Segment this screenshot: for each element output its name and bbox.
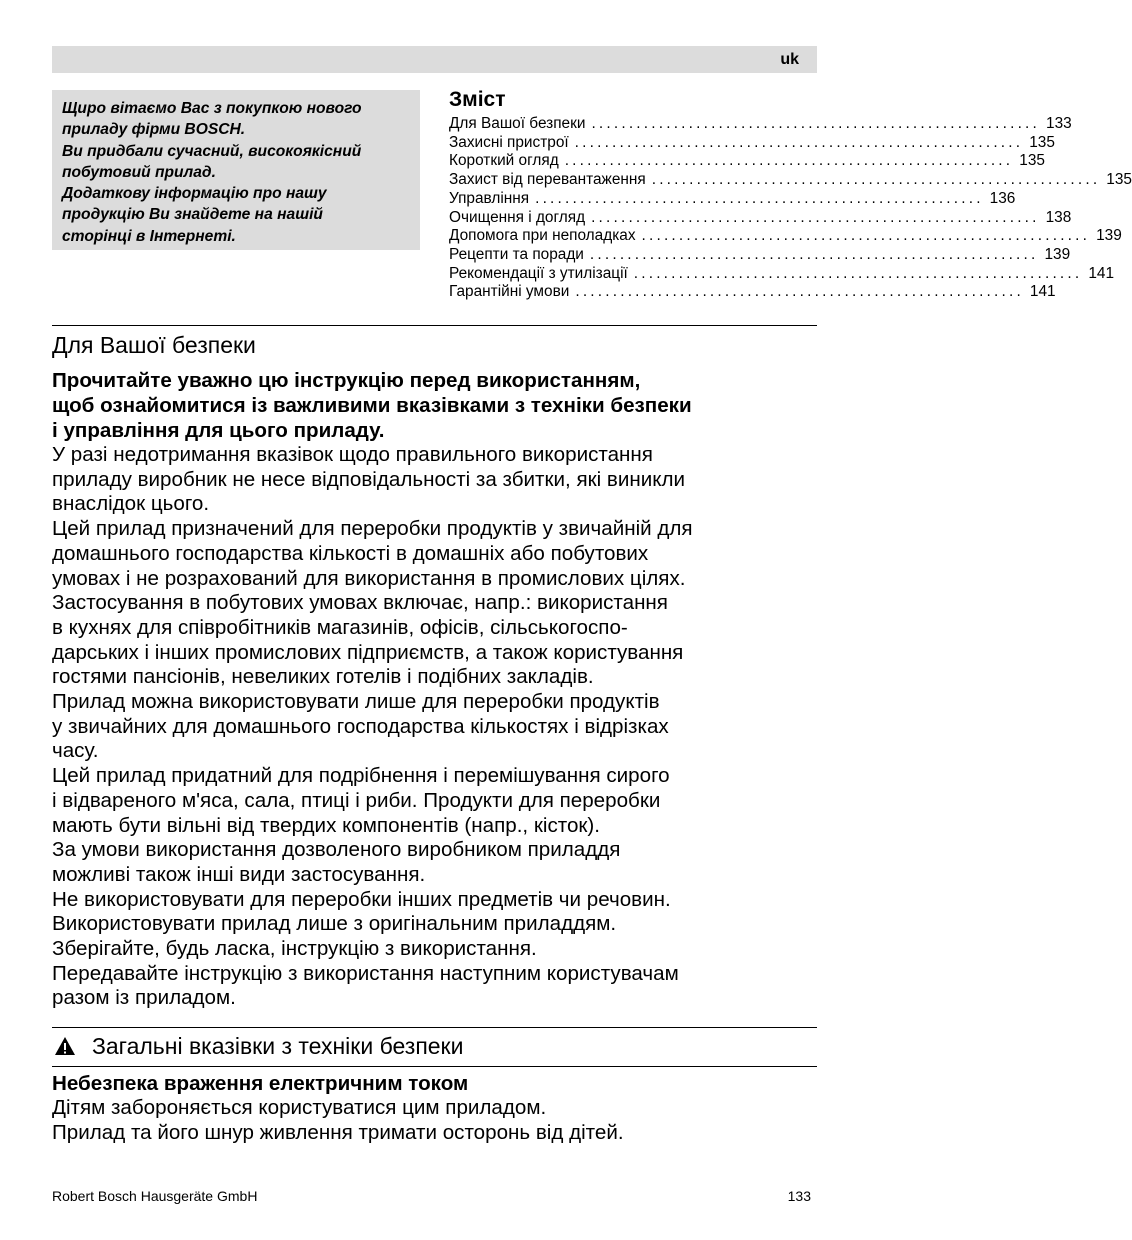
toc-leader-dots: ............................................................ bbox=[535, 189, 984, 207]
body-line: Цей прилад призначений для переробки продуктів у звичайній для bbox=[52, 517, 693, 541]
toc-item-label: Очищення і догляд bbox=[449, 208, 586, 226]
body-line: можливі також інші види застосування. bbox=[52, 862, 426, 886]
toc-item-page: 135 bbox=[1029, 133, 1055, 151]
toc-item bbox=[449, 133, 1055, 153]
toc-leader-dots: ............................................................ bbox=[641, 227, 1091, 245]
toc-item-page: 135 bbox=[1106, 171, 1132, 189]
toc-item-page: 135 bbox=[1019, 152, 1045, 170]
general-safety-heading bbox=[52, 1031, 463, 1061]
toc-leader-dots: ............................................................ bbox=[651, 171, 1101, 189]
body-line: Використовувати прилад лише з оригінальним приладдям. bbox=[52, 912, 617, 936]
toc-item-page: 139 bbox=[1044, 245, 1071, 263]
body-line: умовах і не розрахований для використання в промислових цілях. bbox=[52, 566, 686, 590]
welcome-line: Ви придбали сучасний, високоякісний bbox=[62, 142, 362, 160]
toc-item-page: 138 bbox=[1045, 208, 1072, 226]
welcome-line: продукцію Ви знайдете на нашій bbox=[62, 206, 323, 224]
toc-item-page: 141 bbox=[1088, 264, 1115, 282]
language-code: uk bbox=[780, 51, 799, 68]
toc-item bbox=[449, 283, 1056, 302]
toc-leader-dots: ............................................................ bbox=[589, 245, 1039, 263]
warning-triangle-icon bbox=[54, 1036, 76, 1056]
body-line: Дітям забороняється користуватися цим приладом. bbox=[52, 1096, 547, 1119]
body-line: Зберігайте, будь ласка, інструкцію з використання. bbox=[52, 937, 537, 961]
body-line: дарських і інших промислових підприємств, а також користування bbox=[52, 640, 684, 664]
body-line: Передавайте інструкцію з використання наступним користувачам bbox=[52, 961, 679, 985]
body-line: в кухнях для співробітників магазинів, офісів, сільськогоспо- bbox=[52, 615, 628, 639]
toc-item-label: Гарантійні умови bbox=[449, 283, 570, 301]
body-line: часу. bbox=[52, 739, 99, 763]
toc-item-label: Рекомендації з утилізації bbox=[449, 264, 628, 282]
welcome-line: сторінці в Інтернеті. bbox=[62, 227, 236, 245]
toc-leader-dots: ............................................................ bbox=[574, 133, 1024, 151]
welcome-line: Щиро вітаємо Вас з покупкою нового bbox=[62, 100, 362, 117]
toc-item bbox=[449, 171, 1132, 190]
toc-leader-dots: ............................................................ bbox=[575, 283, 1024, 301]
welcome-line: побутовий прилад. bbox=[62, 163, 216, 181]
body-line: і відвареного м'яса, сала, птиці і риби. Продукти для переробки bbox=[52, 788, 661, 812]
body-line: у звичайних для домашнього господарства кількостях і відрізках bbox=[52, 714, 669, 738]
toc-item bbox=[449, 189, 1016, 209]
toc-item bbox=[449, 245, 1071, 265]
safety-intro-bold-line: щоб ознайомитися із важливими вказівками з техніки безпеки bbox=[52, 394, 692, 417]
safety-intro-bold-line: і управління для цього приладу. bbox=[52, 419, 385, 442]
toc-item-label: Для Вашої безпеки bbox=[449, 115, 586, 132]
toc-item bbox=[449, 208, 1072, 228]
body-line: Прилад та його шнур живлення тримати осторонь від дітей. bbox=[52, 1120, 624, 1144]
toc-list bbox=[449, 115, 1132, 302]
body-line: мають бути вільні від твердих компонентів (напр., кісток). bbox=[52, 813, 600, 837]
toc-item-page: 139 bbox=[1096, 227, 1122, 245]
toc-leader-dots: ............................................................ bbox=[591, 115, 1041, 132]
section-divider bbox=[52, 1027, 817, 1028]
electric-shock-section bbox=[52, 1071, 827, 1145]
toc-leader-dots: ............................................................ bbox=[591, 208, 1040, 226]
toc-item bbox=[449, 227, 1122, 246]
electric-shock-title: Небезпека враження електричним током bbox=[52, 1072, 469, 1095]
toc-item bbox=[449, 264, 1115, 284]
body-line: домашнього господарства кількості в домашніх або побутових bbox=[52, 541, 649, 565]
welcome-line: Додаткову інформацію про нашу bbox=[62, 185, 327, 203]
safety-section-body bbox=[52, 368, 827, 1011]
section-divider bbox=[52, 325, 817, 326]
welcome-line: приладу фірми BOSCH. bbox=[62, 121, 246, 139]
body-line: У разі недотримання вказівок щодо правильного використання bbox=[52, 443, 653, 466]
footer-page-number: 133 bbox=[787, 1188, 811, 1204]
toc-item-label: Захист від перевантаження bbox=[449, 171, 646, 189]
body-line: Застосування в побутових умовах включає, напр.: використання bbox=[52, 591, 668, 615]
safety-section-title: Для Вашої безпеки bbox=[52, 332, 256, 358]
body-line: приладу виробник не несе відповідальності за збитки, які виникли bbox=[52, 467, 685, 491]
toc-item-label: Короткий огляд bbox=[449, 152, 559, 170]
toc-item-label: Допомога при неполадках bbox=[449, 227, 636, 245]
language-bar bbox=[52, 46, 817, 73]
toc-item-label: Рецепти та поради bbox=[449, 245, 584, 263]
toc-item bbox=[449, 115, 1072, 134]
section-divider bbox=[52, 1066, 817, 1067]
toc-item-page: 136 bbox=[989, 189, 1016, 207]
body-line: За умови використання дозволеного виробником приладдя bbox=[52, 838, 621, 862]
toc-leader-dots: ............................................................ bbox=[564, 152, 1014, 170]
toc-leader-dots: ............................................................ bbox=[633, 264, 1083, 282]
toc-title: Зміст bbox=[449, 88, 506, 111]
body-line: гостями пансіонів, невеликих готелів і подібних закладів. bbox=[52, 665, 594, 689]
toc-item-label: Управління bbox=[449, 189, 530, 207]
welcome-box bbox=[52, 90, 420, 250]
body-line: разом із приладом. bbox=[52, 986, 236, 1010]
general-safety-title: Загальні вказівки з техніки безпеки bbox=[92, 1033, 464, 1059]
body-line: Прилад можна використовувати лише для переробки продуктів bbox=[52, 690, 660, 714]
toc-item-page: 133 bbox=[1046, 115, 1072, 132]
toc-item-label: Захисні пристрої bbox=[449, 133, 569, 151]
body-line: Цей прилад придатний для подрібнення і перемішування сирого bbox=[52, 764, 670, 788]
toc-item bbox=[449, 152, 1045, 171]
body-line: Не використовувати для переробки інших предметів чи речовин. bbox=[52, 887, 671, 911]
safety-body-text bbox=[52, 443, 827, 1011]
toc-item-page: 141 bbox=[1029, 283, 1056, 301]
table-of-contents bbox=[449, 86, 1132, 302]
footer-company: Robert Bosch Hausgeräte GmbH bbox=[52, 1188, 258, 1204]
safety-intro-bold-line: Прочитайте уважно цю інструкцію перед використанням, bbox=[52, 369, 641, 392]
body-line: внаслідок цього. bbox=[52, 492, 210, 516]
